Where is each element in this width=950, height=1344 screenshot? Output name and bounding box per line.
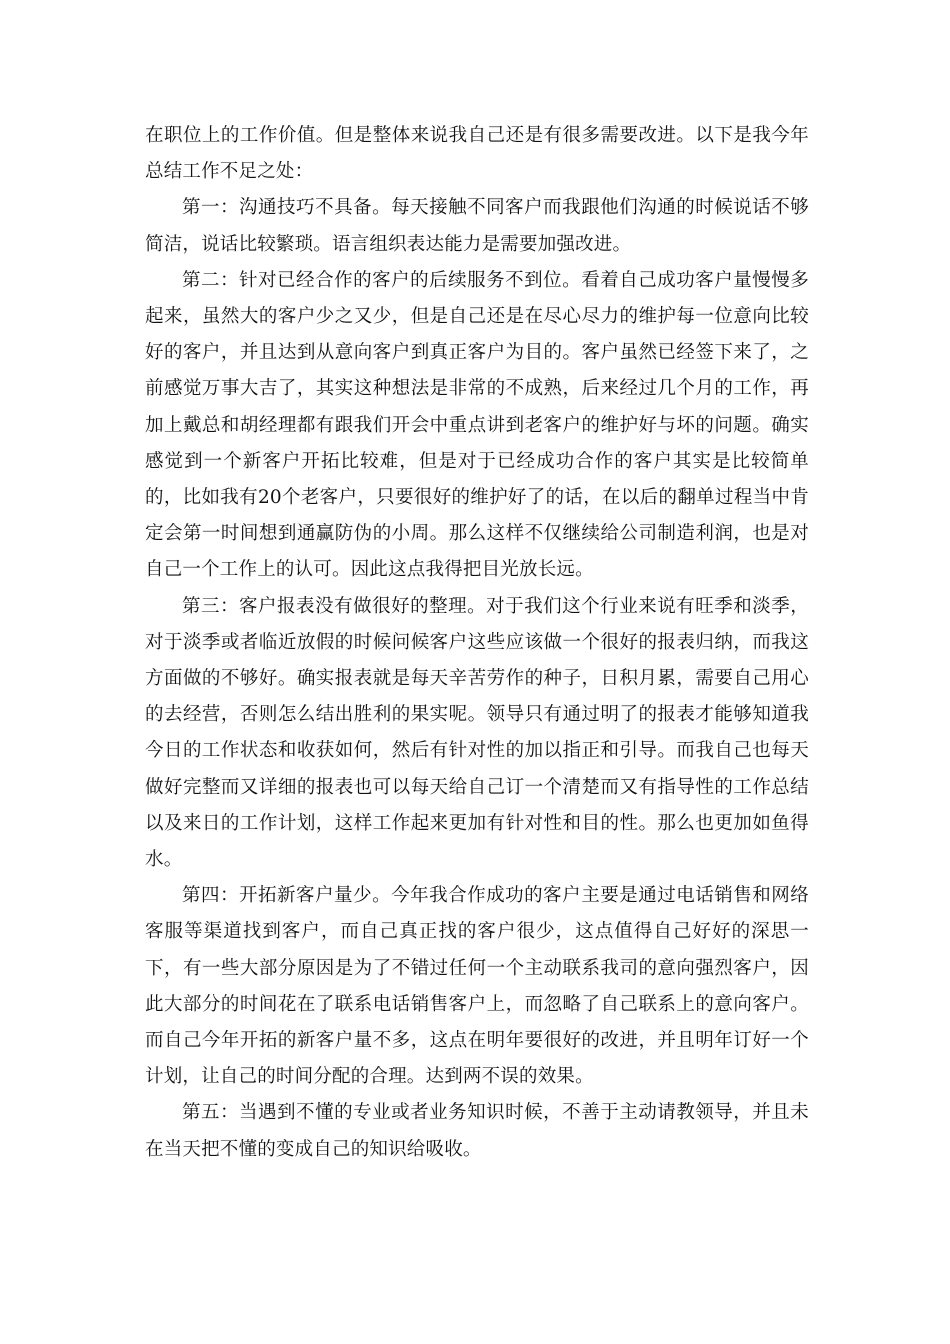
paragraph-point-5: 第五：当遇到不懂的专业或者业务知识时候，不善于主动请教领导，并且未在当天把不懂的变成自己的知识给吸收。 (145, 1102, 809, 1160)
paragraph-intro: 在职位上的工作价值。但是整体来说我自己还是有很多需要改进。以下是我今年总结工作不足之处： (145, 125, 809, 183)
document-body (145, 118, 809, 1168)
paragraph-point-1: 第一：沟通技巧不具备。每天接触不同客户而我跟他们沟通的时候说话不够简洁，说话比较繁琐。语言组织表达能力是需要加强改进。 (145, 197, 809, 255)
paragraph-point-2: 第二：针对已经合作的客户的后续服务不到位。看着自己成功客户量慢慢多起来，虽然大的客户少之又少，但是自己还是在尽心尽力的维护每一位意向比较好的客户，并且达到从意向客户到真正客户为目的。客户虽然已经签下来了，之前感觉万事大吉了，其实这种想法是非常的不成熟，后来经过几个月的工作，再加上戴总和胡经理都有跟我们开会中重点讲到老客户的维护好与坏的问题。确实感觉到一个新客户开拓比较难，但是对于已经成功合作的客户其实是比较简单的，比如我有20个老客户，只要很好的维护好了的话，在以后的翻单过程当中肯定会第一时间想到通赢防伪的小周。那么这样不仅继续给公司制造利润，也是对自己一个工作上的认可。因此这点我得把目光放长远。 (145, 269, 809, 581)
paragraph-point-3: 第三：客户报表没有做很好的整理。对于我们这个行业来说有旺季和淡季，对于淡季或者临近放假的时候问候客户这些应该做一个很好的报表归纳，而我这方面做的不够好。确实报表就是每天辛苦劳作的种子，日积月累，需要自己用心的去经营，否则怎么结出胜利的果实呢。领导只有通过明了的报表才能够知道我今日的工作状态和收获如何，然后有针对性的加以指正和引导。而我自己也每天做好完整而又详细的报表也可以每天给自己订一个清楚而又有指导性的工作总结以及来日的工作计划，这样工作起来更加有针对性和目的性。那么也更加如鱼得水。 (145, 595, 809, 871)
paragraph-point-4: 第四：开拓新客户量少。今年我合作成功的客户主要是通过电话销售和网络客服等渠道找到客户，而自己真正找的客户很少，这点值得自己好好的深思一下，有一些大部分原因是为了不错过任何一个主动联系我司的意向强烈客户，因此大部分的时间花在了联系电话销售客户上，而忽略了自己联系上的意向客户。而自己今年开拓的新客户量不多，这点在明年要很好的改进，并且明年订好一个计划，让自己的时间分配的合理。达到两不误的效果。 (145, 885, 809, 1088)
